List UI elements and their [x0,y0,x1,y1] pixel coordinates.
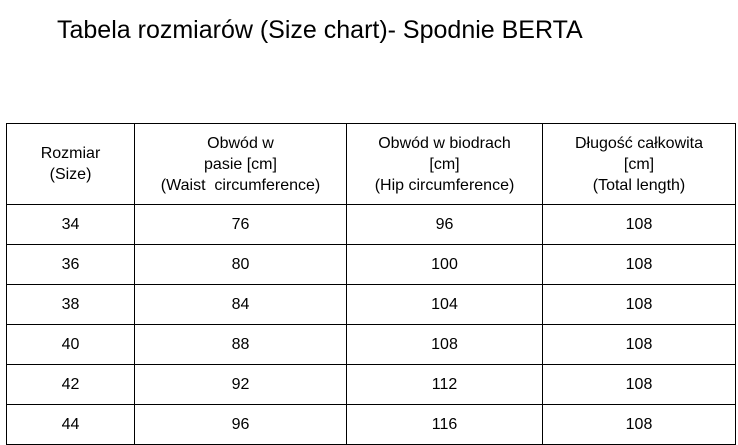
cell-hip: 108 [347,325,543,365]
table-row [7,205,736,245]
header-text: [cm] [623,155,655,173]
cell-size: 40 [7,325,135,365]
header-total-length [543,124,736,205]
header-size [7,124,135,205]
header-text: (Waist circumference) [160,176,321,194]
cell-total-length: 108 [543,405,736,445]
table-row [7,245,736,285]
table-header-row [7,124,736,205]
cell-waist: 88 [135,325,347,365]
header-text: [cm] [429,155,460,173]
cell-waist: 84 [135,285,347,325]
cell-size: 34 [7,205,135,245]
cell-hip: 116 [347,405,543,445]
table-row [7,285,736,325]
cell-waist: 80 [135,245,347,285]
cell-total-length: 108 [543,285,736,325]
header-text: (Size) [49,166,92,183]
cell-total-length: 108 [543,325,736,365]
page-title: Tabela rozmiarów (Size chart)- Spodnie BERTA [57,16,583,44]
cell-total-length: 108 [543,205,736,245]
cell-waist: 92 [135,365,347,405]
cell-hip: 96 [347,205,543,245]
cell-total-length: 108 [543,365,736,405]
cell-total-length: 108 [543,245,736,285]
cell-hip: 104 [347,285,543,325]
size-chart-table [6,123,736,445]
cell-waist: 76 [135,205,347,245]
table-row [7,365,736,405]
cell-size: 38 [7,285,135,325]
header-text: Obwód w biodrach [378,134,511,152]
cell-size: 44 [7,405,135,445]
header-text: Rozmiar [40,145,101,162]
table-row [7,405,736,445]
header-text: (Hip circumference) [374,176,515,194]
header-hip [347,124,543,205]
header-text: (Total length) [592,176,686,194]
cell-waist: 96 [135,405,347,445]
cell-hip: 112 [347,365,543,405]
header-text: pasie [cm] [204,155,277,173]
table-row [7,325,736,365]
header-waist [135,124,347,205]
cell-size: 36 [7,245,135,285]
header-text: Obwód w [207,134,274,152]
header-text: Długość całkowita [574,134,704,152]
cell-size: 42 [7,365,135,405]
cell-hip: 100 [347,245,543,285]
